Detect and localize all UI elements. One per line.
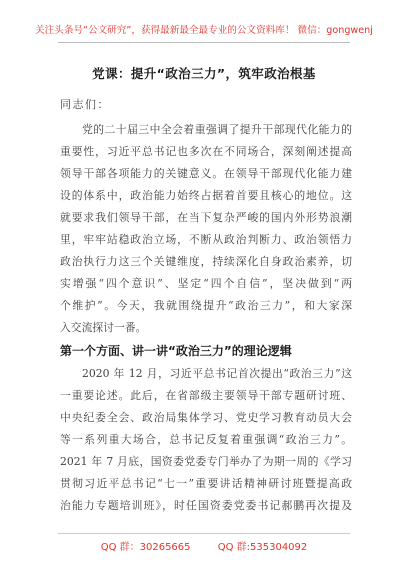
paragraph-line: 实增强“四个意识”、坚定“四个自信”，坚决做到“两 (60, 277, 352, 290)
footer-divider (58, 533, 350, 534)
footer (0, 538, 408, 553)
footer-qq-group-2: QQ 群:535304092 (217, 542, 308, 553)
paragraph-line: 2020 年 12 月，习近平总书记首次提出“政治三力”这 (82, 367, 352, 380)
section-heading: 第一个方面、讲一讲“政治三力”的理论逻辑 (60, 344, 292, 358)
paragraph-line: 贯彻习近平总书记“七一”重要讲话精神研讨班暨提高政 (60, 477, 352, 490)
paragraph-line: 领导干部各项能力的关键意义。在领导干部现代化能力建 (60, 167, 352, 180)
header-banner: 关注头条号“公文研究”，获得最新最全最专业的公文资料库！ 微信：gongwenj (35, 25, 373, 36)
paragraph-line: 设的体系中，政治能力始终占据着首要且核心的地位。这 (60, 189, 352, 202)
paragraph-line: 治能力专题培训班》，时任国资委党委书记郝鹏再次提及 (60, 499, 352, 512)
paragraph-line: 就要求我们领导干部，在当下复杂严峻的国内外形势浪潮 (60, 211, 352, 224)
paragraph-line: 党的二十届三中全会着重强调了提升干部现代化能力的 (82, 123, 352, 136)
header-divider (58, 42, 350, 43)
paragraph-line: 入交流探讨一番。 (60, 321, 147, 334)
paragraph-line: 等一系列重大场合，总书记反复着重强调“政治三力”。 (60, 433, 352, 446)
paragraph-line: 里，牢牢站稳政治立场，不断从政治判断力、政治领悟力 (60, 233, 352, 246)
footer-qq-group-1: QQ 群：30265665 (100, 542, 191, 553)
paragraph-line: 重要性，习近平总书记也多次在不同场合，深刻阐述提高 (60, 145, 352, 158)
paragraph-1 (60, 119, 352, 339)
paragraph-line: 个维护”。今天，我就围绕提升“政治三力”，和大家深 (60, 299, 352, 312)
greeting: 同志们： (60, 98, 110, 111)
paragraph-line: 政治执行力这三个关键维度，持续深化自身政治素养，切 (60, 255, 352, 268)
paragraph-2 (60, 363, 352, 517)
paragraph-line: 中央纪委全会、政治局集体学习、党史学习教育动员大会 (60, 411, 352, 424)
paragraph-line: 2021 年 7 月底，国资委党委专门举办了为期一周的《学习 (60, 455, 352, 468)
document-title: 党课：提升“政治三力”，筑牢政治根基 (92, 66, 316, 81)
paragraph-line: 一重要论述。此后，在省部级主要领导干部专题研讨班、 (60, 389, 352, 402)
